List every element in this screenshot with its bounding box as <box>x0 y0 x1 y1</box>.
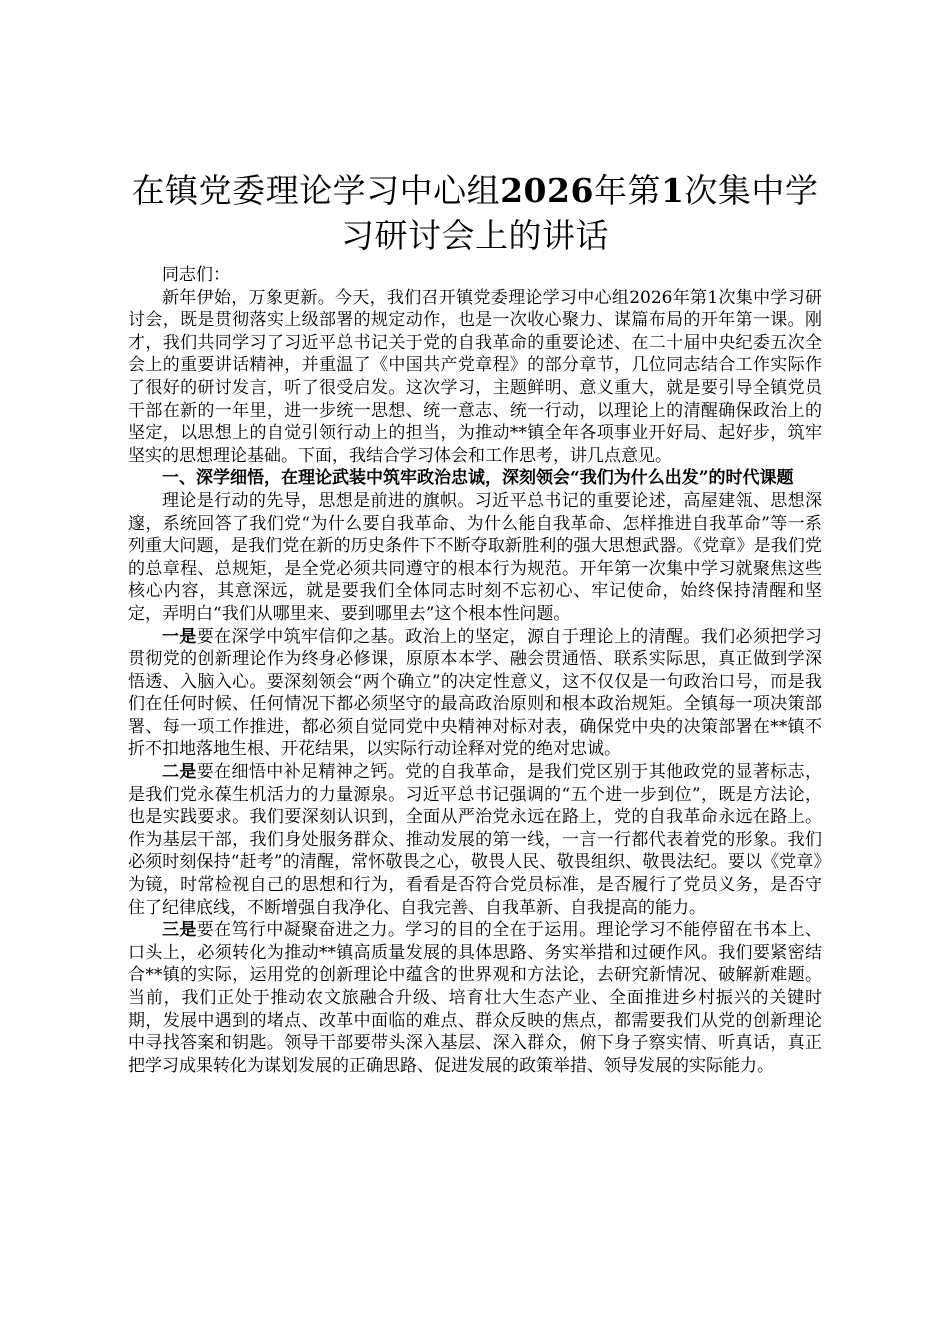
section-heading-1: 一、深学细悟，在理论武装中筑牢政治忠诚，深刻领会“我们为什么出发”的时代课题 <box>162 468 794 489</box>
intro-paragraph: 新年伊始，万象更新。今天，我们召开镇党委理论学习中心组2026年第1次集中学习研讨会，既是贯彻落实上级部署的规定动作，也是一次收心聚力、谋篇布局的开年第一课。刚才，我们共同学习了习近平总书记关于党的自我革命的重要论述、在二十届中央纪委五次全会上的重要讲话精神，并重温了《中国共产党章程》的部分章节，几位同志结合工作实际作了很好的研讨发言，听了很受启发。这次学习，主题鲜明、意义重大，就是要引导全镇党员干部在新的一年里，进一步统一思想、统一意志、统一行动，以理论上的清醒确保政治上的坚定，以思想上的自觉引领行动上的担当，为推动**镇全年各项事业开好局、起好步，筑牢坚实的思想理论基础。下面，我结合学习体会和工作思考，讲几点意见。 <box>128 287 822 466</box>
point-1-lead: 一是 <box>162 626 197 647</box>
point-3-body: 要在笃行中凝聚奋进之力。学习的目的全在于运用。理论学习不能停留在书本上、口头上，必须转化为推动**镇高质量发展的具体思路、务实举措和过硬作风。我们要紧密结合**镇的实际，运用党的创新理论中蕴含的世界观和方法论，去研究新情况、破解新难题。当前，我们正处于推动农文旅融合升级、培育壮大生态产业、全面推进乡村振兴的关键时期，发展中遇到的堵点、改革中面临的难点、群众反映的焦点，都需要我们从党的创新理论中寻找答案和钥匙。领导干部要带头深入基层、深入群众，俯下身子察实情、听真话，真正把学习成果转化为谋划发展的正确思路、促进发展的政策举措、领导发展的实际能力。 <box>128 920 823 1076</box>
point-2-body: 要在细悟中补足精神之钙。党的自我革命，是我们党区别于其他政党的显著标志，是我们党永葆生机活力的力量源泉。习近平总书记强调的“五个进一步到位”，既是方法论，也是实践要求。我们要深刻认识到，全面从严治党永远在路上，党的自我革命永远在路上。作为基层干部，我们身处服务群众、推动发展的第一线，一言一行都代表着党的形象。我们必须时刻保持“赶考”的清醒，常怀敬畏之心，敬畏人民、敬畏组织、敬畏法纪。要以《党章》为镜，时常检视自己的思想和行为，看看是否符合党员标准，是否履行了党员义务，是否守住了纪律底线，不断增强自我净化、自我完善、自我革新、自我提高的能力。 <box>128 762 823 918</box>
section-1-paragraph: 理论是行动的先导，思想是前进的旗帜。习近平总书记的重要论述，高屋建瓴、思想深邃，系统回答了我们党“为什么要自我革命、为什么能自我革命、怎样推进自我革命”等一系列重大问题，是我们党在新的历史条件下不断夺取新胜利的强大思想武器。《党章》是我们党的总章程、总规矩，是全党必须共同遵守的根本行为规范。开年第一次集中学习就聚焦这些核心内容，其意深远，就是要我们全体同志时刻不忘初心、牢记使命，始终保持清醒和坚定，弄明白“我们从哪里来、要到哪里去”这个根本性问题。 <box>128 490 822 624</box>
point-1-body: 要在深学中筑牢信仰之基。政治上的坚定，源自于理论上的清醒。我们必须把学习贯彻党的创新理论作为终身必修课，原原本本学、融会贯通悟、联系实际思，真正做到学深悟透、入脑入心。要深刻领会“两个确立”的决定性意义，这不仅仅是一句政治口号，而是我们在任何时候、任何情况下都必须坚守的最高政治原则和根本政治规矩。全镇每一项决策部署、每一项工作推进，都必须自觉同党中央精神对标对表，确保党中央的决策部署在**镇不折不扣地落地生根、开花结果，以实际行动诠释对党的绝对忠诚。 <box>128 626 823 760</box>
point-2-lead: 二是 <box>162 762 197 783</box>
salutation: 同志们： <box>162 265 230 285</box>
point-1-paragraph <box>128 626 822 762</box>
point-2-paragraph <box>128 761 822 919</box>
point-3-paragraph <box>128 919 822 1077</box>
document-page <box>128 168 822 1077</box>
document-title <box>128 168 822 258</box>
title-number: 1 <box>660 171 685 210</box>
title-year: 2026 <box>500 171 594 210</box>
title-part3: 次集中学习研讨会上的讲话 <box>341 171 819 255</box>
title-part2: 年第 <box>593 171 661 210</box>
point-3-lead: 三是 <box>162 920 197 941</box>
title-part1: 在镇党委理论学习中心组 <box>131 171 501 210</box>
